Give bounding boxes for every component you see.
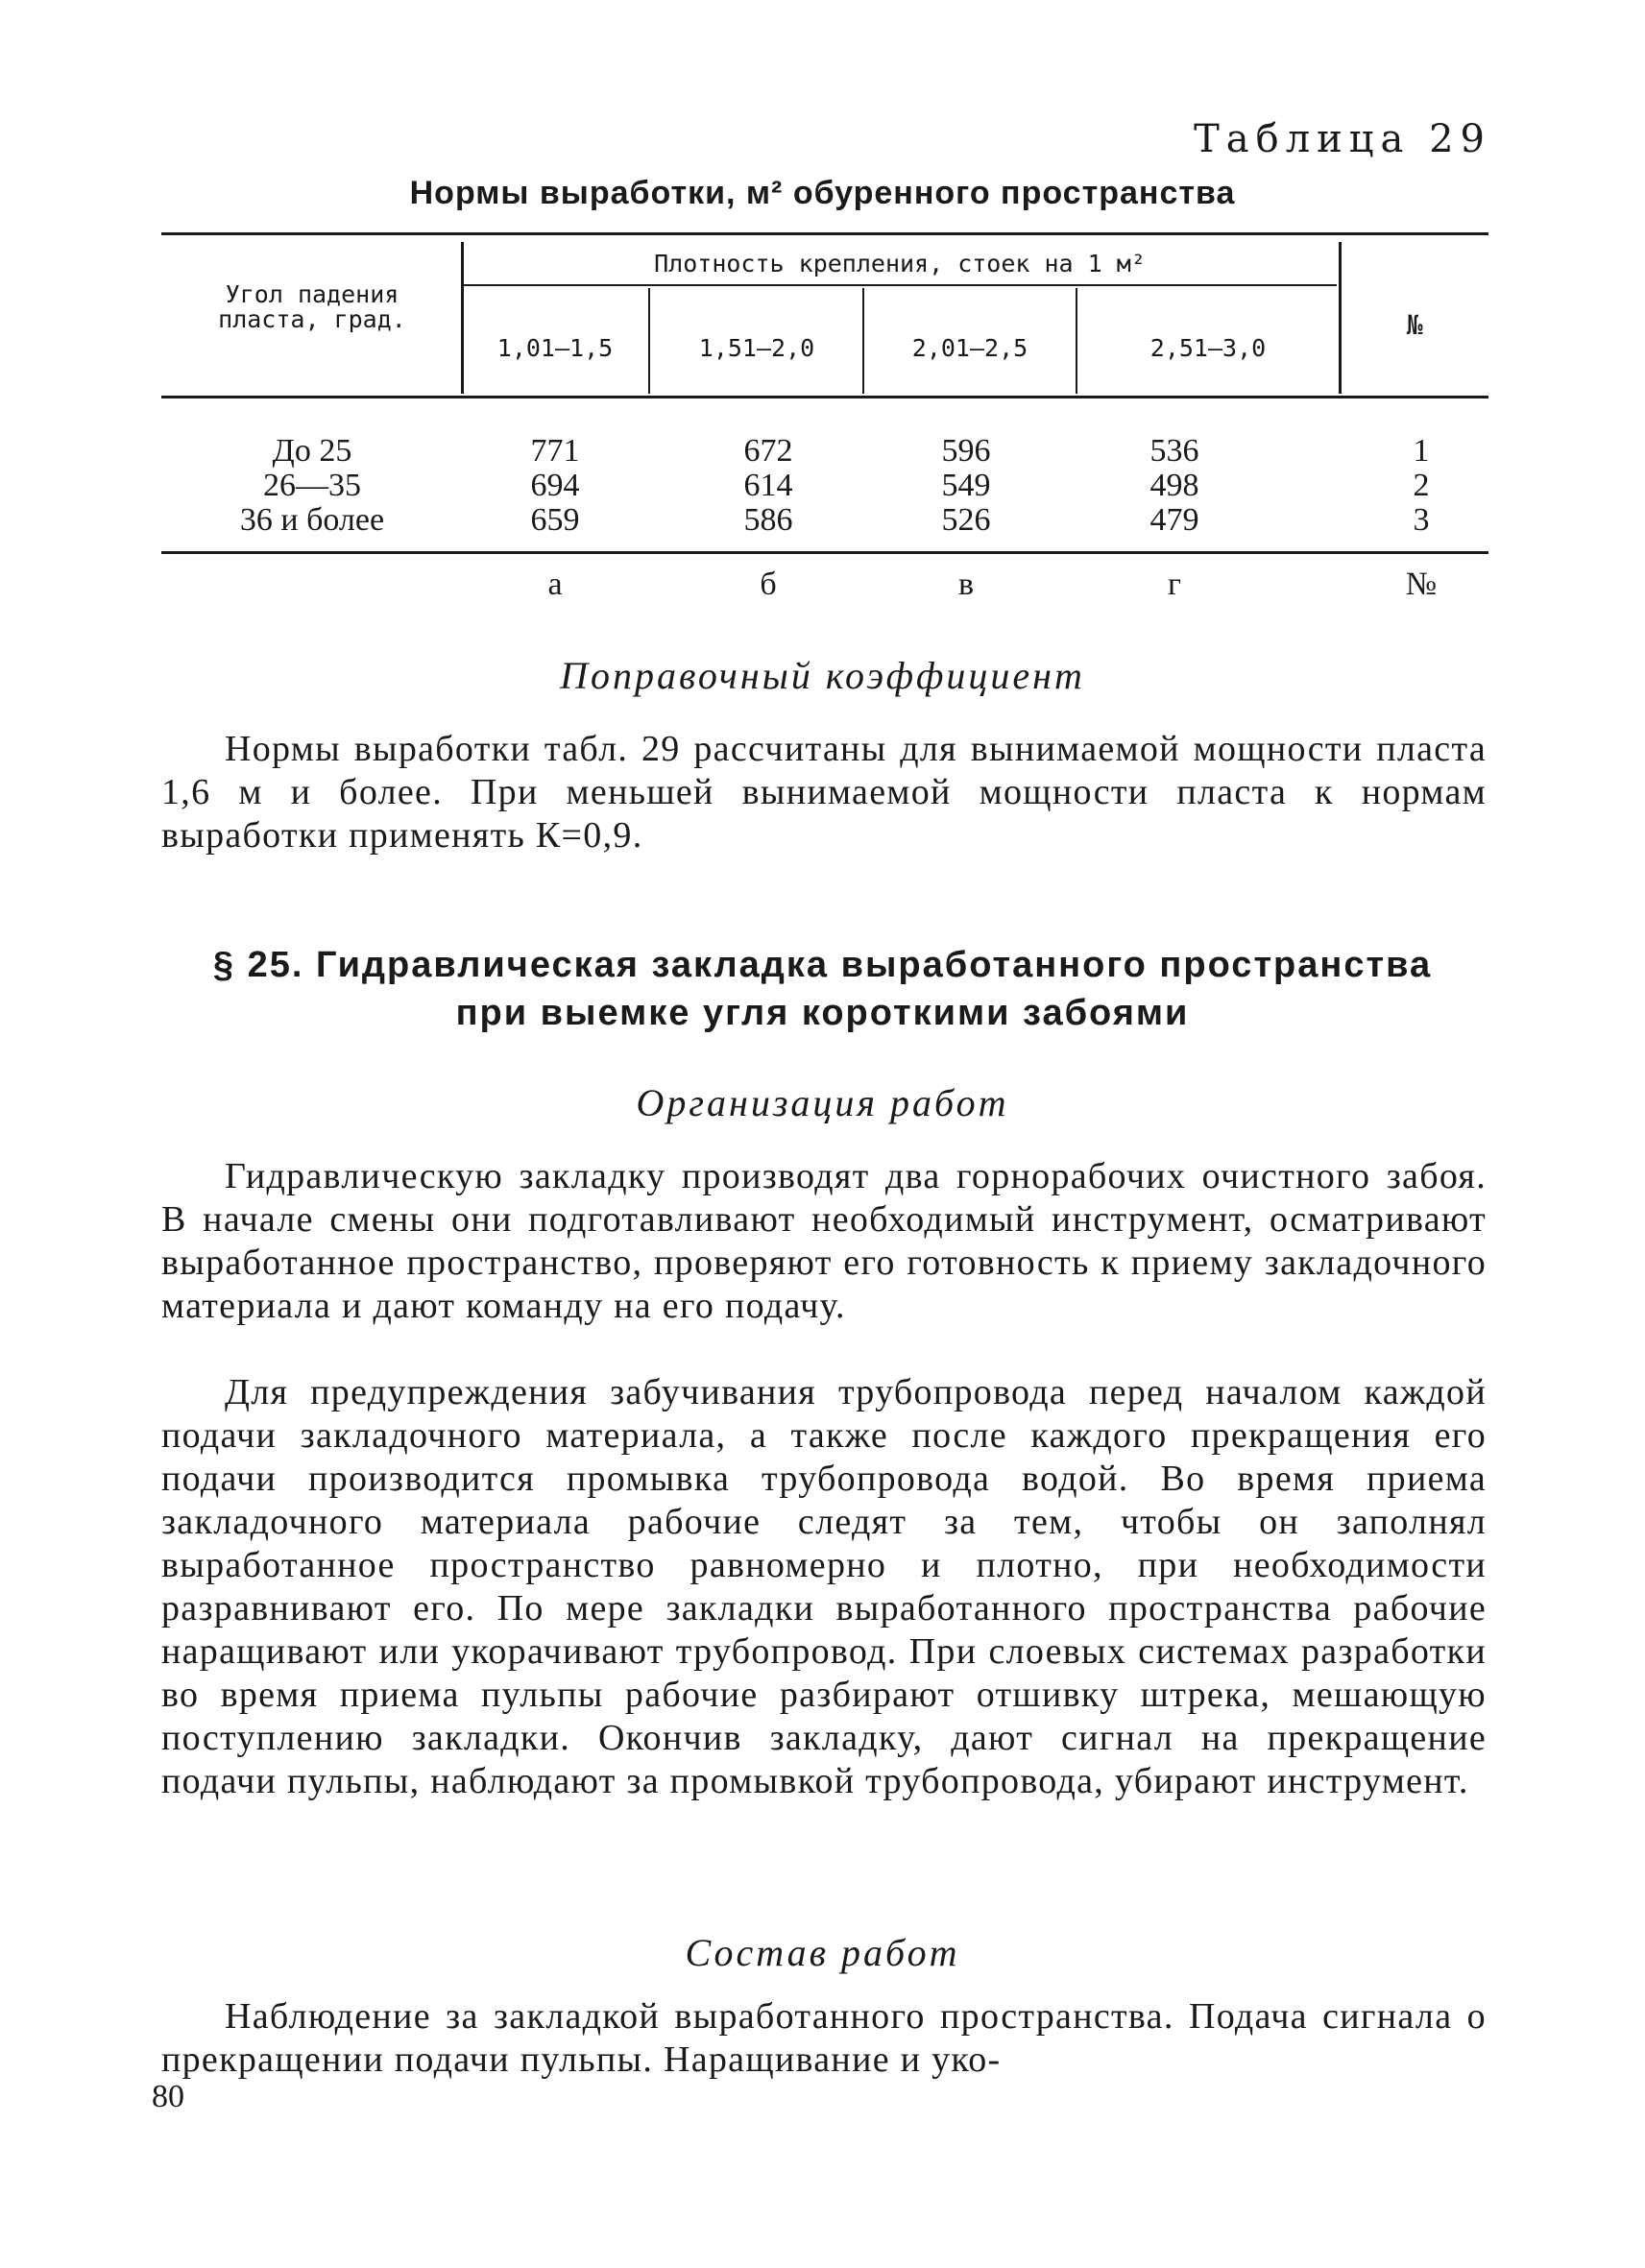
table-top-rule — [161, 232, 1488, 235]
table-label: Таблица 29 — [1194, 117, 1491, 161]
table-cell: 498 — [1149, 468, 1199, 503]
table-bottom-rule — [161, 551, 1488, 554]
footer-no: № — [1405, 567, 1438, 602]
table-cell: 479 — [1149, 502, 1199, 538]
table-cell: 614 — [743, 468, 793, 503]
header-density-range: 2,01—2,5 — [911, 334, 1028, 362]
section-title-line1: § 25. Гидравлическая закладка выработанного пространства — [212, 945, 1433, 985]
table-cell: До 25 — [272, 433, 352, 469]
header-angle: Угол падения пласта, град. — [218, 280, 406, 334]
value-column-g — [1068, 434, 1281, 538]
table-cell: 2 — [1413, 468, 1430, 503]
density-subheader-rule — [463, 284, 1337, 286]
table-cell: 526 — [941, 502, 991, 538]
table-vrule-5 — [1339, 242, 1342, 394]
column-letter: а — [547, 567, 563, 602]
table-cell: 659 — [530, 502, 580, 538]
header-no: № — [1406, 309, 1423, 341]
table-cell: 26—35 — [263, 468, 361, 503]
table-title: Нормы выработки, м² обуренного пространства — [409, 175, 1236, 211]
table-cell: 694 — [530, 468, 580, 503]
page-number: 80 — [152, 2079, 184, 2114]
composition-text: Наблюдение за закладкой выработанного пространства. Подача сигнала о прекращении подачи пульпы. Наращивание и уко- — [161, 1996, 1487, 2080]
column-letter: в — [957, 567, 975, 602]
correction-text: Нормы выработки табл. 29 рассчитаны для вынимаемой мощности пласта 1,6 м и более. При меньшей вынимаемой мощности пласта к нормам выработки применять К=0,9. — [161, 729, 1487, 856]
correction-heading: Поправочный коэффициент — [560, 654, 1085, 697]
table-cell: 672 — [743, 433, 793, 469]
header-density-range: 1,01—1,5 — [496, 334, 614, 362]
value-column-a — [463, 434, 647, 538]
header-density-range: 1,51—2,0 — [698, 334, 815, 362]
table-cell: 586 — [743, 502, 793, 538]
table-cell: 536 — [1149, 433, 1199, 469]
table-cell: 596 — [941, 433, 991, 469]
value-column-v — [860, 434, 1072, 538]
column-letter: г — [1168, 567, 1181, 602]
table-cell: 549 — [941, 468, 991, 503]
header-density-range: 2,51—3,0 — [1149, 334, 1267, 362]
table-vrule-2 — [648, 288, 650, 394]
value-column-b — [663, 434, 874, 538]
column-letter: б — [760, 567, 777, 602]
organization-heading: Организация работ — [636, 1081, 1009, 1124]
table-header-rule — [161, 396, 1488, 398]
organization-paragraph-2: Для предупреждения забучивания трубопровода перед началом каждой подачи закладочного материала, а также после каждого прекращения его подачи производится промывка трубопровода водой. Во время приема закладочного материала рабочие следят за тем, чтобы он заполнял выработанное пространство равномерно и плотно, при необходимости разравнивают его. По мере закладки выработанного пространства рабочие наращивают или укорачивают трубопровод. При слоевых системах разработки во время приема пульпы рабочие разбирают отшивку штрека, мешающую поступлению закладки. Окончив закладку, дают сигнал на прекращение подачи пульпы, наблюдают за промывкой трубопровода, убирают инструмент. — [161, 1372, 1487, 1801]
row-number-column — [1354, 434, 1488, 538]
section-title-line2: при выемке угля короткими забоями — [455, 993, 1190, 1033]
table-cell: 771 — [530, 433, 580, 469]
table-cell: 36 и более — [239, 502, 385, 538]
angle-column — [168, 434, 456, 538]
composition-heading: Состав работ — [685, 1931, 960, 1974]
table-cell: 1 — [1413, 433, 1430, 469]
organization-paragraph-1: Гидравлическую закладку производят два горнорабочих очистного забоя. В начале смены они подготавливают необходимый инструмент, осматривают выработанное пространство, проверяют его готовность к приему закладочного материала и дают команду на его подачу. — [161, 1156, 1487, 1326]
header-density: Плотность крепления, стоек на 1 м² — [654, 250, 1146, 277]
table-cell: 3 — [1413, 502, 1430, 538]
